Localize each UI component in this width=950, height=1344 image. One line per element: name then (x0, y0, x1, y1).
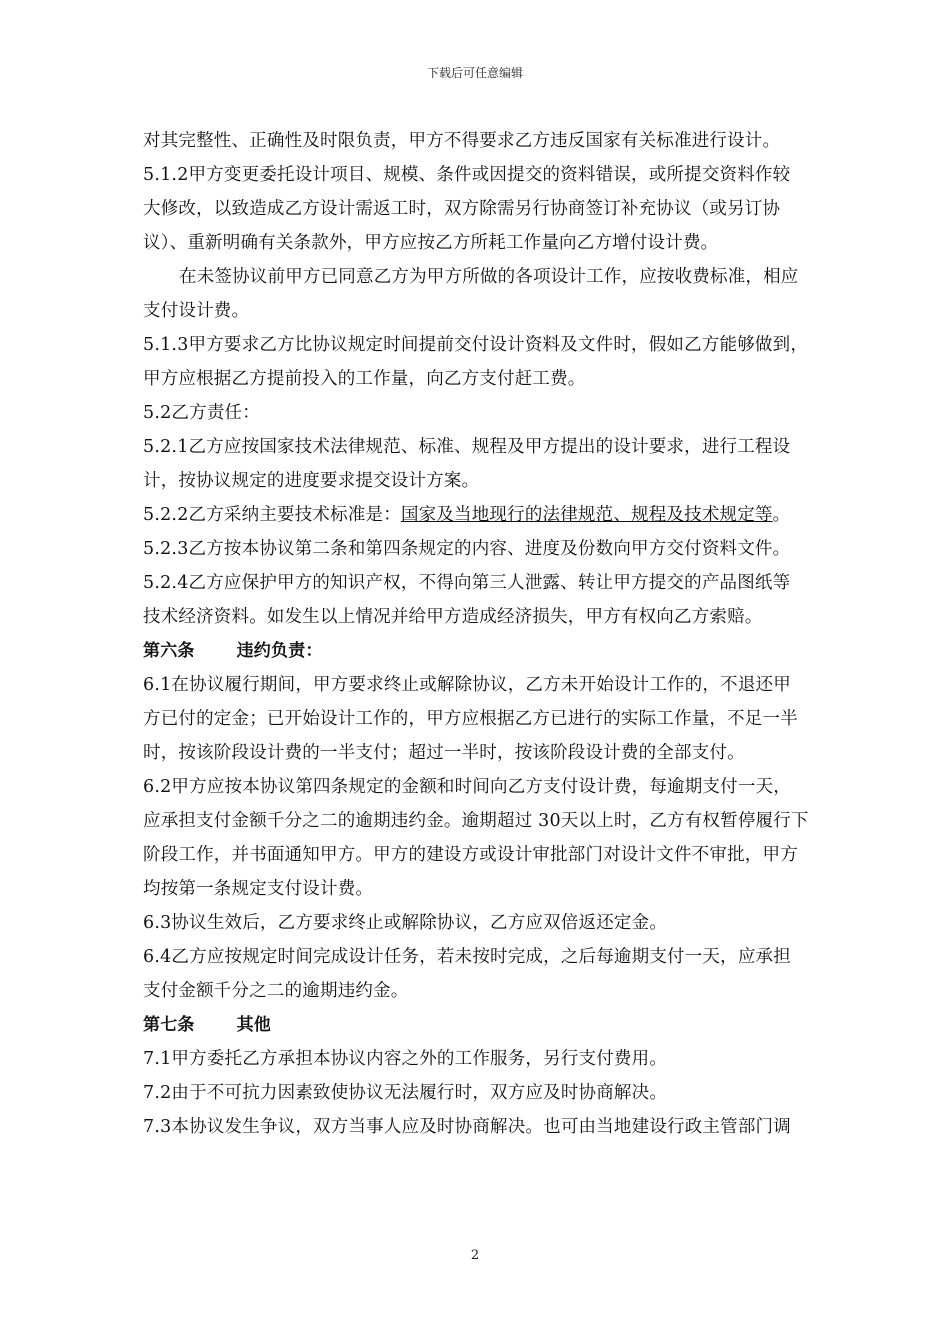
clause-7-3: 7.3本协议发生争议，双方当事人应及时协商解决。也可由当地建设行政主管部门调 (143, 1117, 791, 1137)
paragraph-line-indented: 在未签协议前甲方已同意乙方为甲方所做的各项设计工作，应按收费标准，相应 (179, 267, 799, 287)
document-body (143, 124, 863, 1144)
clause-5-1-3: 5.1.3甲方要求乙方比协议规定时间提前交付设计资料及文件时，假如乙方能够做到， (143, 335, 809, 355)
paragraph-line: 支付金额千分之二的逾期违约金。 (143, 981, 409, 1001)
paragraph-line: 甲方应根据乙方提前投入的工作量，向乙方支付赶工费。 (143, 369, 586, 389)
clause-6-4: 6.4乙方应按规定时间完成设计任务，若未按时完成，之后每逾期支付一天，应承担 (143, 947, 791, 967)
clause-5-2-3: 5.2.3乙方按本协议第二条和第四条规定的内容、进度及份数向甲方交付资料文件。 (143, 539, 791, 559)
page-header-note: 下载后可任意编辑 (426, 66, 523, 80)
paragraph-line: 对其完整性、正确性及时限负责，甲方不得要求乙方违反国家有关标准进行设计。 (143, 131, 781, 151)
clause-5-2-4: 5.2.4乙方应保护甲方的知识产权，不得向第三人泄露、转让甲方提交的产品图纸等 (143, 573, 791, 593)
clause-5-2-1: 5.2.1乙方应按国家技术法律规范、标准、规程及甲方提出的设计要求，进行工程设 (143, 437, 791, 457)
paragraph-line: 方已付的定金；已开始设计工作的，甲方应根据乙方已进行的实际工作量，不足一半 (143, 709, 798, 729)
page-number: 2 (470, 1248, 480, 1263)
paragraph-line: 技术经济资料。如发生以上情况并给甲方造成经济损失，甲方有权向乙方索赔。 (143, 607, 763, 627)
paragraph-line: 阶段工作，并书面通知甲方。甲方的建设方或设计审批部门对设计文件不审批，甲方 (143, 845, 798, 865)
underlined-standards-text: 国家及当地现行的法律规范、规程及技术规定等 (400, 505, 773, 525)
article-number: 第七条 (143, 1015, 195, 1035)
paragraph-line: 应承担支付金额千分之二的逾期违约金。逾期超过 30天以上时，乙方有权暂停履行下 (143, 811, 809, 831)
article-6-heading (143, 634, 863, 668)
article-7-heading (143, 1008, 863, 1042)
clause-5-1-2: 5.1.2甲方变更委托设计项目、规模、条件或因提交的资料错误，或所提交资料作较 (143, 165, 791, 185)
clause-7-1: 7.1甲方委托乙方承担本协议内容之外的工作服务，另行支付费用。 (143, 1049, 668, 1069)
clause-5-2-title: 5.2乙方责任： (143, 403, 260, 423)
clause-7-2: 7.2由于不可抗力因素致使协议无法履行时，双方应及时协商解决。 (143, 1083, 668, 1103)
paragraph-line: 议）、重新明确有关条款外，甲方应按乙方所耗工作量向乙方增付设计费。 (143, 233, 719, 253)
paragraph-line: 时，按该阶段设计费的一半支付；超过一半时，按该阶段设计费的全部支付。 (143, 743, 745, 763)
article-number: 第六条 (143, 641, 195, 661)
clause-5-2-2 (143, 498, 863, 532)
article-title: 其他 (236, 1015, 272, 1035)
paragraph-line: 支付设计费。 (143, 301, 250, 321)
clause-text: 5.2.2乙方采纳主要技术标准是： (143, 505, 401, 525)
clause-text-end: 。 (772, 505, 791, 525)
paragraph-line: 均按第一条规定支付设计费。 (143, 879, 374, 899)
paragraph-line: 大修改，以致造成乙方设计需返工时，双方除需另行协商签订补充协议（或另订协 (143, 199, 781, 219)
paragraph-line: 计，按协议规定的进度要求提交设计方案。 (143, 471, 480, 491)
clause-6-2: 6.2甲方应按本协议第四条规定的金额和时间向乙方支付设计费，每逾期支付一天， (143, 777, 791, 797)
clause-6-1: 6.1在协议履行期间，甲方要求终止或解除协议，乙方未开始设计工作的，不退还甲 (143, 675, 791, 695)
clause-6-3: 6.3协议生效后，乙方要求终止或解除协议，乙方应双倍返还定金。 (143, 913, 668, 933)
article-title: 违约负责： (236, 641, 323, 661)
